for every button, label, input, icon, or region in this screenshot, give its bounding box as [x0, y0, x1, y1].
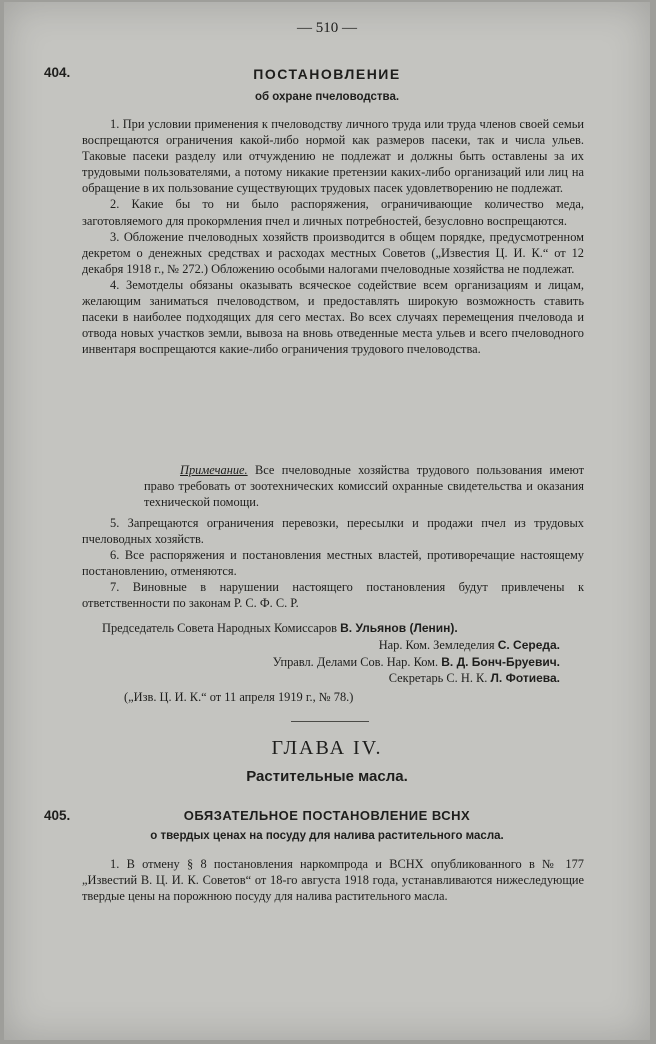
document-number: 405.	[44, 808, 71, 823]
note-text: Все пчеловодные хозяйства трудового пользования имеют право требовать от зоотехнических комиссий охранные свидетельства и оказания технической помощи.	[144, 463, 584, 510]
document-body	[82, 116, 584, 357]
paragraph: 5. Запрещаются ограничения перевозки, пересылки и продажи пчел из трудовых пчеловодных хозяйств.	[82, 516, 584, 547]
document-page	[4, 2, 650, 1040]
document-number: 404.	[44, 65, 71, 80]
document-subtitle: об охране пчеловодства.	[254, 91, 400, 103]
document-body	[82, 856, 584, 904]
divider	[291, 721, 369, 722]
document-title: ОБЯЗАТЕЛЬНОЕ ПОСТАНОВЛЕНИЕ ВСНХ	[183, 808, 471, 823]
document-title: ПОСТАНОВЛЕНИЕ	[253, 66, 401, 82]
signature-line: Управл. Делами Сов. Нар. Ком. В. Д. Бонч-Бруевич.	[272, 654, 560, 669]
paragraph: 2. Какие бы то ни было распоряжения, ограничивающие количество меда, заготовляемого для прокормления пчел и личных потребностей, безусловно воспрещаются.	[82, 197, 584, 228]
signature-line: Председатель Совета Народных Комиссаров В. Ульянов (Ленин).	[102, 621, 458, 635]
page-number: — 510 —	[297, 20, 357, 36]
chapter-label: ГЛАВА IV.	[271, 737, 383, 759]
document-body-continued	[82, 515, 584, 612]
signature-line: Нар. Ком. Земледелия С. Середа.	[378, 637, 560, 652]
chapter-title: Растительные масла.	[246, 768, 408, 785]
note	[144, 462, 584, 510]
paragraph: 3. Обложение пчеловодных хозяйств производится в общем порядке, предусмотренном декретом о денежных средствах и расходах местных Советов („Известия Ц. И. К.“ от 12 декабря 1918 г., № 272.) Обложению особыми налогами пчеловодные хозяйства не подлежат.	[82, 229, 584, 276]
note-label: Примечание.	[180, 463, 248, 477]
paragraph: 4. Земотделы обязаны оказывать всяческое содействие всем организациям и лицам, желающим заниматься пчеловодством, и предоставлять широкую возможность ставить пасеки в наиболее подходящих для сего местах. Во всех случаях перемещения пчеловода и отвода новых участков земли, вывоза на вновь отведенные места ульев и всего пчеловодного инвентаря воспрещаются какие-либо ограничения трудового пчеловодства.	[82, 277, 584, 357]
signature-block	[74, 620, 560, 706]
source-citation: („Изв. Ц. И. К.“ от 11 апреля 1919 г., № 78.)	[124, 690, 354, 705]
document-subtitle: о твердых ценах на посуду для налива растительного масла.	[150, 830, 504, 842]
paragraph: 6. Все распоряжения и постановления местных властей, противоречащие настоящему постановлению, отменяются.	[82, 548, 584, 579]
paragraph: 7. Виновные в нарушении настоящего постановления будут привлечены к ответственности по законам Р. С. Ф. С. Р.	[82, 580, 584, 611]
signature-line: Секретарь С. Н. К. Л. Фотиева.	[388, 671, 560, 686]
paragraph: 1. При условии применения к пчеловодству личного труда или труда членов своей семьи воспрещаются ограничения какой-либо нормой как размеров пасеки, так и числа ульев. Таковые пасеки разделу или отчуждению не подлежат и должны быть оставлены за их трудовыми пользователями, а потому никакие претензии каких-либо организаций или лиц на обращение в их пользование существующих трудовых пасек удовлетворению не подлежат.	[82, 117, 584, 196]
paragraph: 1. В отмену § 8 постановления наркомпрода и ВСНХ опубликованного в № 177 „Известий В. Ц. И. К. Советов“ от 18-го августа 1918 года, устанавливаются нижеследующие твердые цены на порожнюю посуду для налива растительного масла.	[82, 857, 584, 904]
